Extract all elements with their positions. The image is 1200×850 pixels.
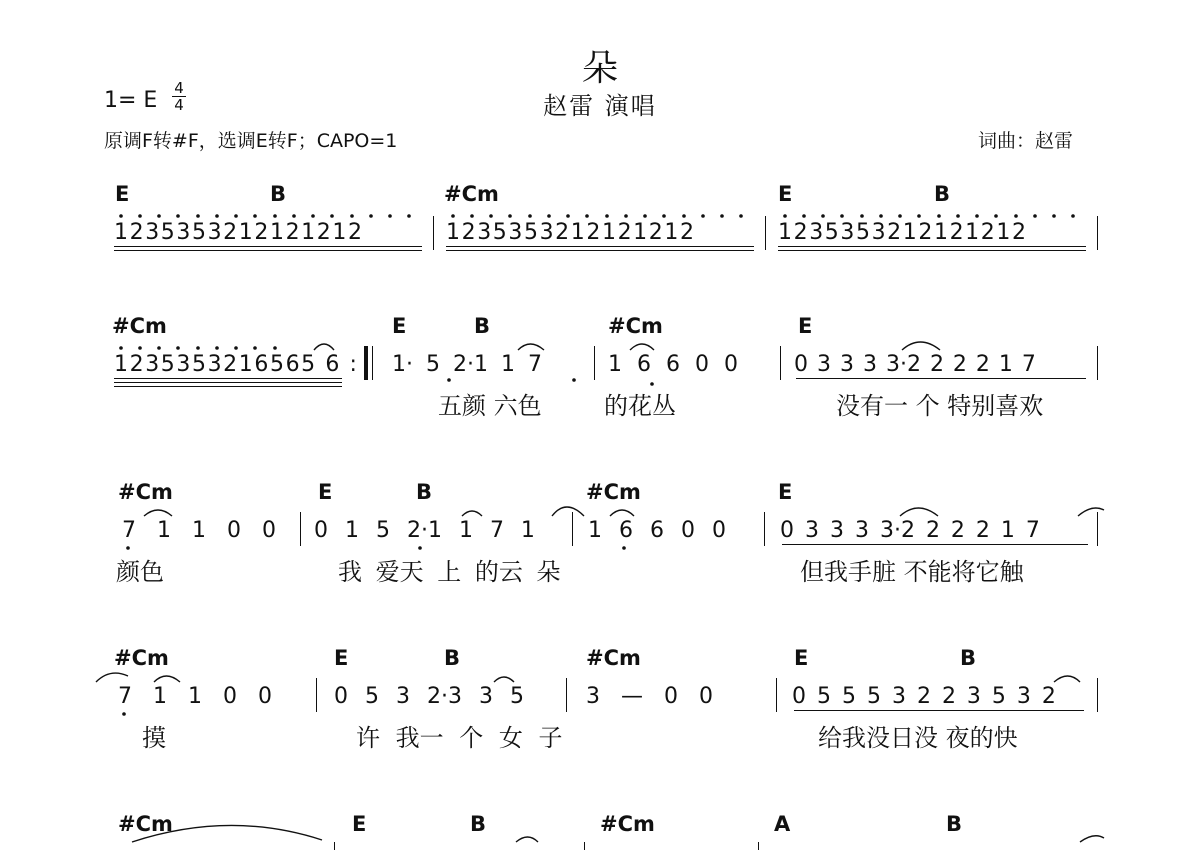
chord: B — [270, 182, 287, 206]
chord: B — [934, 182, 951, 206]
lyric: 摸 — [142, 724, 166, 752]
chord: #Cm — [114, 646, 169, 670]
lyric: 我 爱天 上 的云 朵 — [338, 558, 561, 586]
chord: B — [960, 646, 977, 670]
chord: #Cm — [444, 182, 499, 206]
measure-notes: 1235353212121212 — [446, 220, 696, 245]
chord: #Cm — [118, 812, 173, 836]
chord: B — [416, 480, 433, 504]
key-info: 原调F转#F，选调E转F；CAPO=1 — [104, 130, 398, 152]
measure-notes: 1 6 6 0 0 — [588, 518, 726, 543]
chord: E — [794, 646, 809, 670]
lyric: 没有一 个 特别喜欢 — [836, 392, 1044, 420]
measure-notes: 0 5 3 2·3 3 5 — [334, 684, 524, 709]
lyric: 颜色 — [116, 558, 164, 586]
measure-notes: 7 1 1 0 0 — [122, 518, 276, 543]
song-title: 朵 — [581, 48, 618, 89]
lyric: 五颜 六色 — [438, 392, 542, 420]
chord: E — [334, 646, 349, 670]
measure-notes: 1· 5 2·1 1 7 — [392, 352, 542, 377]
measure-notes: 7 1 1 0 0 — [118, 684, 272, 709]
chord: #Cm — [586, 646, 641, 670]
chord: E — [115, 182, 130, 206]
chord: E — [778, 182, 793, 206]
measure-notes: 3 — 0 0 — [586, 684, 713, 709]
time-bottom: 4 — [174, 96, 184, 114]
chord: E — [778, 480, 793, 504]
measure-notes: 0 1 5 2·1 1 7 1 — [314, 518, 535, 543]
measure-notes: 1 6 6 0 0 — [608, 352, 738, 377]
chord: B — [946, 812, 963, 836]
chord: E — [392, 314, 407, 338]
chord: #Cm — [118, 480, 173, 504]
measure-notes: 1235353212121212 — [114, 220, 364, 245]
measure-notes: 0 5 5 5 3 2 2 3 5 3 2 — [792, 684, 1056, 709]
time-top: 4 — [174, 79, 184, 97]
measure-notes: 0 3 3 3 3·2 2 2 2 1 7 — [794, 352, 1036, 377]
measure-notes: 1235353216565 6 : — [114, 352, 359, 377]
chord: B — [470, 812, 487, 836]
lyric: 但我手脏 不能将它触 — [800, 558, 1024, 586]
key-signature: 1= E — [104, 88, 158, 113]
lyric: 的花丛 — [604, 392, 676, 420]
chord: #Cm — [586, 480, 641, 504]
chord: #Cm — [608, 314, 663, 338]
lyric: 许 我一 个 女 子 — [356, 724, 563, 752]
chord: B — [474, 314, 491, 338]
chord: #Cm — [600, 812, 655, 836]
measure-notes: 0 3 3 3 3·2 2 2 2 1 7 — [780, 518, 1040, 543]
credit: 词曲：赵雷 — [978, 130, 1074, 152]
chord: B — [444, 646, 461, 670]
lyric: 给我没日没 夜的快 — [818, 724, 1018, 752]
singer-line: 赵雷 演唱 — [543, 92, 657, 120]
chord: E — [798, 314, 813, 338]
measure-notes: 1235353212121212 — [778, 220, 1028, 245]
chord: E — [352, 812, 367, 836]
chord: #Cm — [112, 314, 167, 338]
chord: E — [318, 480, 333, 504]
chord: A — [774, 812, 791, 836]
